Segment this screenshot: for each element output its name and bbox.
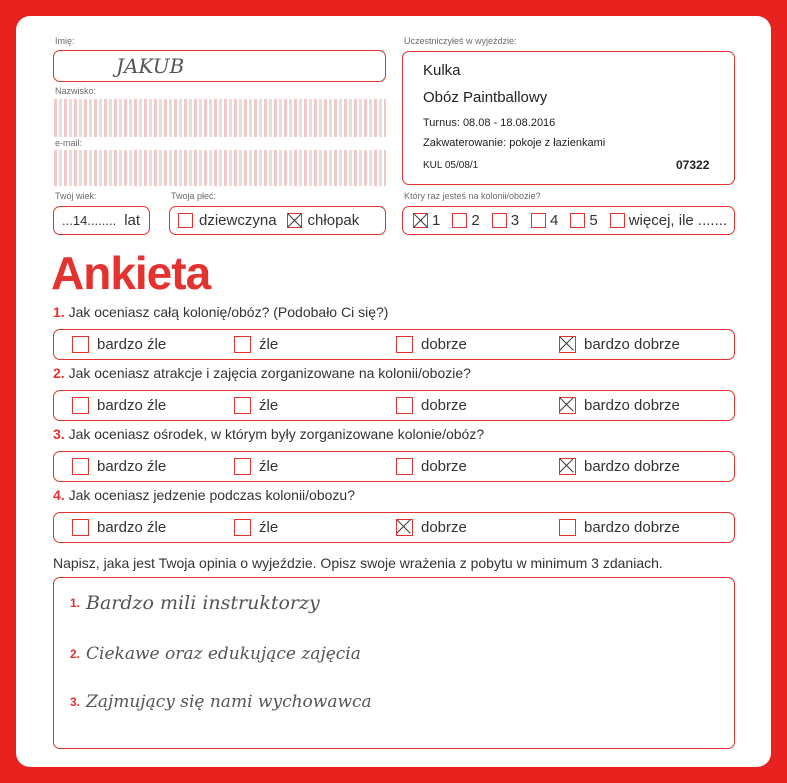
trip-turnus: Turnus: 08.08 - 18.08.2016 <box>423 117 556 129</box>
rating-checkbox[interactable] <box>559 519 576 536</box>
age-label: Twój wiek: <box>55 191 97 201</box>
times-checkbox-more[interactable] <box>610 213 625 228</box>
trip-number: 07322 <box>676 158 710 172</box>
question-3-option-3[interactable] <box>396 458 467 475</box>
trip-accommodation: Zakwaterowanie: pokoje z łazienkami <box>423 137 606 149</box>
age-field[interactable] <box>53 206 150 235</box>
opinion-text-1: Bardzo mili instruktorzy <box>86 592 320 614</box>
rating-label: bardzo źle <box>97 336 167 353</box>
trip-code: KUL 05/08/1 <box>423 160 479 171</box>
opinion-text-3: Zajmujący się nami wychowawca <box>86 692 372 712</box>
question-2-option-4[interactable] <box>559 397 680 414</box>
name-value: JAKUB <box>116 54 185 78</box>
rating-label: źle <box>259 458 279 475</box>
sex-checkbox-boy[interactable] <box>287 213 302 228</box>
times-checkbox-4[interactable] <box>531 213 546 228</box>
question-label: Jak oceniasz całą kolonię/obóz? (Podobało Ci się?) <box>68 304 389 320</box>
trip-camp: Obóz Paintballowy <box>423 89 548 106</box>
times-checkbox-5[interactable] <box>570 213 585 228</box>
sex-field <box>169 206 386 235</box>
name-field[interactable] <box>53 50 386 82</box>
opinion-line-2 <box>70 644 361 664</box>
question-3-text <box>53 426 484 442</box>
rating-checkbox[interactable] <box>234 336 251 353</box>
question-2-scale <box>53 390 735 421</box>
question-1-option-4[interactable] <box>559 336 680 353</box>
rating-checkbox[interactable] <box>396 397 413 414</box>
question-label: Jak oceniasz ośrodek, w którym były zorganizowane kolonie/obóz? <box>68 426 485 442</box>
rating-checkbox[interactable] <box>72 397 89 414</box>
rating-checkbox[interactable] <box>559 397 576 414</box>
opinion-num-3: 3. <box>70 695 81 709</box>
question-number: 2. <box>53 365 65 381</box>
question-3-option-4[interactable] <box>559 458 680 475</box>
rating-label: bardzo dobrze <box>584 458 680 475</box>
rating-checkbox[interactable] <box>72 458 89 475</box>
rating-label: bardzo źle <box>97 519 167 536</box>
question-2-option-1[interactable] <box>72 397 166 414</box>
question-4-text <box>53 487 355 503</box>
question-4-option-3[interactable] <box>396 519 467 536</box>
opinion-prompt: Napisz, jaka jest Twoja opinia o wyjeździe. Opisz swoje wrażenia z pobytu w minimum 3 zdaniach. <box>53 555 663 571</box>
rating-checkbox[interactable] <box>396 519 413 536</box>
question-1-text <box>53 304 388 320</box>
age-value: ...14........ <box>62 213 117 228</box>
sex-option-boy: chłopak <box>307 212 360 229</box>
rating-label: dobrze <box>421 458 467 475</box>
trip-info-box <box>402 51 735 185</box>
rating-label: dobrze <box>421 397 467 414</box>
survey-title: Ankieta <box>51 247 211 299</box>
times-option-4: 4 <box>550 212 559 229</box>
surname-field-redacted[interactable] <box>54 99 386 137</box>
survey-sheet <box>16 16 771 767</box>
question-4-option-1[interactable] <box>72 519 166 536</box>
question-3-option-1[interactable] <box>72 458 166 475</box>
opinion-num-1: 1. <box>70 596 81 610</box>
rating-checkbox[interactable] <box>559 336 576 353</box>
rating-checkbox[interactable] <box>396 336 413 353</box>
question-1-option-3[interactable] <box>396 336 467 353</box>
trip-name: Kulka <box>423 62 461 79</box>
rating-label: dobrze <box>421 336 467 353</box>
times-option-5: 5 <box>589 212 598 229</box>
question-label: Jak oceniasz atrakcje i zajęcia zorganizowane na kolonii/obozie? <box>68 365 471 381</box>
rating-label: źle <box>259 397 279 414</box>
rating-label: bardzo źle <box>97 397 167 414</box>
rating-checkbox[interactable] <box>396 458 413 475</box>
times-option-2: 2 <box>471 212 480 229</box>
sex-option-girl: dziewczyna <box>199 212 277 229</box>
question-1-option-2[interactable] <box>234 336 278 353</box>
question-1-option-1[interactable] <box>72 336 166 353</box>
opinion-num-2: 2. <box>70 647 81 661</box>
rating-label: źle <box>259 519 279 536</box>
email-label: e-mail: <box>55 138 83 148</box>
question-2-option-3[interactable] <box>396 397 467 414</box>
question-1-scale <box>53 329 735 360</box>
times-field <box>402 206 735 235</box>
question-label: Jak oceniasz jedzenie podczas kolonii/obozu? <box>68 487 355 503</box>
times-option-1: 1 <box>432 212 441 229</box>
question-4-option-4[interactable] <box>559 519 680 536</box>
times-checkbox-3[interactable] <box>492 213 507 228</box>
opinion-field[interactable] <box>53 577 735 749</box>
rating-checkbox[interactable] <box>234 519 251 536</box>
question-4-scale <box>53 512 735 543</box>
question-3-scale <box>53 451 735 482</box>
rating-label: bardzo dobrze <box>584 397 680 414</box>
rating-checkbox[interactable] <box>234 397 251 414</box>
rating-label: dobrze <box>421 519 467 536</box>
rating-checkbox[interactable] <box>72 336 89 353</box>
opinion-line-3 <box>70 692 372 712</box>
email-field-redacted[interactable] <box>54 150 386 186</box>
question-4-option-2[interactable] <box>234 519 278 536</box>
times-checkbox-2[interactable] <box>452 213 467 228</box>
rating-label: źle <box>259 336 279 353</box>
question-3-option-2[interactable] <box>234 458 278 475</box>
question-number: 1. <box>53 304 65 320</box>
rating-label: bardzo źle <box>97 458 167 475</box>
sex-label: Twoja płeć: <box>171 191 217 201</box>
rating-label: bardzo dobrze <box>584 519 680 536</box>
times-option-more: więcej, ile ....... <box>628 212 728 229</box>
times-label: Który raz jesteś na kolonii/obozie? <box>404 191 541 201</box>
surname-label: Nazwisko: <box>55 86 97 96</box>
opinion-line-1 <box>70 592 320 614</box>
times-option-3: 3 <box>510 212 520 229</box>
trip-label: Uczestniczyłeś w wyjeździe: <box>404 36 517 46</box>
age-unit: lat <box>124 212 141 229</box>
question-2-option-2[interactable] <box>234 397 278 414</box>
opinion-text-2: Ciekawe oraz edukujące zajęcia <box>86 644 361 664</box>
sex-checkbox-girl[interactable] <box>178 213 193 228</box>
rating-checkbox[interactable] <box>72 519 89 536</box>
name-label: Imię: <box>55 36 75 46</box>
question-number: 4. <box>53 487 65 503</box>
rating-label: bardzo dobrze <box>584 336 680 353</box>
rating-checkbox[interactable] <box>234 458 251 475</box>
question-2-text <box>53 365 471 381</box>
rating-checkbox[interactable] <box>559 458 576 475</box>
times-checkbox-1[interactable] <box>413 213 428 228</box>
question-number: 3. <box>53 426 65 442</box>
